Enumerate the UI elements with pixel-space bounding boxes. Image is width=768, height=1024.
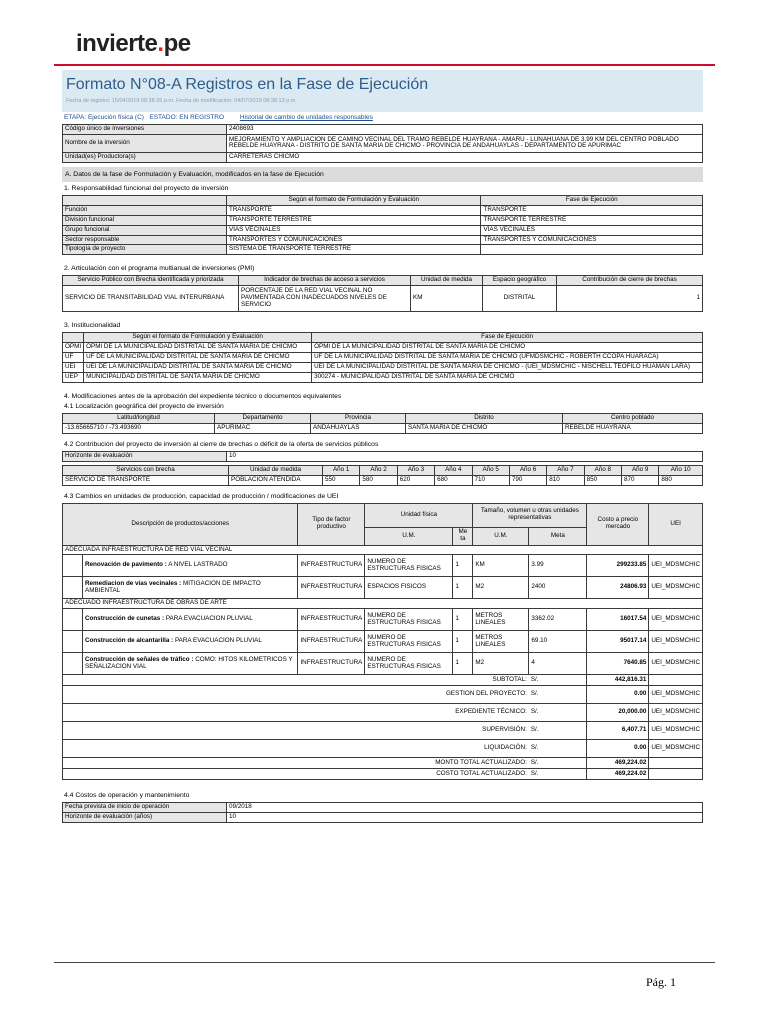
s42-cell: 680	[435, 475, 472, 485]
s2-title: 2. Articulación con el programa multianual de inversiones (PMI)	[64, 265, 255, 273]
s42-header: Año 9	[622, 465, 659, 475]
s43-total-row	[63, 686, 703, 704]
s43-table	[62, 503, 703, 781]
s43-total-value: 442,816.31	[587, 675, 649, 686]
s43-meta2: 3.99	[529, 555, 587, 577]
s3-header-ej: Fase de Ejecución	[312, 333, 703, 343]
s43-uei: UEI_MDSMCHIC	[649, 653, 703, 675]
s3-row	[63, 343, 703, 353]
s43-desc-type: Construcción de alcantarilla :	[85, 637, 174, 645]
s43-um: ESPACIOS FISICOS	[365, 577, 453, 599]
s3-key: UEP	[63, 372, 84, 382]
s41-table	[62, 413, 703, 434]
s44-value: 10	[227, 813, 703, 823]
estado-label: ESTADO:	[149, 114, 178, 121]
s43-tipo: INFRAESTRUCTURA	[298, 577, 365, 599]
s42-cell: SERVICIO DE TRANSPORTE	[63, 475, 229, 485]
s43-tipo: INFRAESTRUCTURA	[298, 653, 365, 675]
etapa-line	[62, 112, 703, 124]
s43-total-currency: S/.	[529, 704, 587, 722]
s43-group-name: ADECUADO INFRAESTRUCTURA DE OBRAS DE ARTE	[63, 599, 703, 609]
s42-cell: 810	[547, 475, 584, 485]
s3-fe-value: UEI DE LA MUNICIPALIDAD DISTRITAL DE SANTA MARIA DE CHICMO	[84, 363, 312, 373]
s41-provincia: ANDAHUAYLAS	[311, 423, 406, 433]
s43-costo: 95017.14	[587, 631, 649, 653]
s43-total-row	[63, 740, 703, 758]
s43-meta2: 2400	[529, 577, 587, 599]
s2-espacio: DISTRITAL	[483, 286, 557, 312]
s44-row	[63, 803, 703, 813]
s3-row	[63, 353, 703, 363]
s43-total-value: 6,407.71	[587, 722, 649, 740]
estado-value: EN REGISTRO	[179, 114, 225, 121]
s43-uei: UEI_MDSMCHIC	[649, 555, 703, 577]
s4-title: 4. Modificaciones antes de la aprobación del expediente técnico o documentos equivalentes	[64, 392, 342, 400]
s2-h1: Indicador de brechas de acceso a servicios	[239, 276, 411, 286]
s3-fe-value: MUNICIPALIDAD DISTRITAL DE SANTA MARIA DE CHICMO	[84, 372, 312, 382]
s43-product-row	[63, 577, 703, 599]
s43-total-currency: S/.	[529, 758, 587, 769]
s42-header: Año 5	[472, 465, 509, 475]
s43-h-fisica: Unidad física	[365, 503, 473, 527]
s43-desc-type: Renovación de pavimento :	[85, 561, 167, 569]
s43-desc-type: Construcción de cunetas :	[85, 615, 165, 623]
page-number: Pág. 1	[646, 975, 676, 989]
s2-indicador: PORCENTAJE DE LA RED VIAL VECINAL NO PAVIMENTADA CON INADECUADOS NIVELES DE SERVICIO	[239, 286, 411, 312]
s43-h-meta2: Meta	[529, 527, 587, 545]
s43-total-uei: UEI_MDSMCHIC	[649, 704, 703, 722]
s1-key: División funcional	[63, 215, 227, 225]
s1-header-ej: Fase de Ejecución	[481, 195, 703, 205]
s43-total-currency: S/.	[529, 722, 587, 740]
header-rule	[54, 64, 715, 66]
footer-rule	[54, 962, 715, 963]
s43-total-label: GESTION DEL PROYECTO:	[63, 686, 529, 704]
s41-h2: Provincia	[311, 413, 406, 423]
s43-tipo: INFRAESTRUCTURA	[298, 555, 365, 577]
s41-departamento: APURIMAC	[215, 423, 311, 433]
s43-um2: METROS LINEALES	[473, 631, 529, 653]
s41-h1: Departamento	[215, 413, 311, 423]
s43-h-costo: Costo a precio mercado	[587, 503, 649, 545]
s43-uei: UEI_MDSMCHIC	[649, 577, 703, 599]
s1-ej-value	[481, 245, 703, 255]
s42-cell: 880	[659, 475, 703, 485]
s42-header: Año 7	[547, 465, 584, 475]
s3-title: 3. Institucionalidad	[64, 322, 121, 330]
codigo-value: 2408693	[227, 125, 703, 135]
etapa-value: Ejecución física (C)	[87, 114, 144, 121]
s3-row	[63, 372, 703, 382]
s43-product-row	[63, 653, 703, 675]
unidad-value: CARRETERAS CHICMO	[227, 152, 703, 162]
invierte-logo: invierte.pe	[76, 30, 191, 57]
s43-total-label: SUBTOTAL:	[63, 675, 529, 686]
s43-group-row	[63, 545, 703, 555]
title-box	[62, 70, 703, 112]
s1-key: Grupo funcional	[63, 225, 227, 235]
s43-total-row	[63, 769, 703, 780]
s43-desc-detail: PARA EVACUACION PLUVIAL	[174, 637, 262, 645]
s1-row	[63, 215, 703, 225]
s43-product-row	[63, 631, 703, 653]
s43-h-tamano: Tamaño, volumen u otras unidades representativas	[473, 503, 587, 527]
s43-meta: 1	[453, 609, 473, 631]
s43-costo: 24806.93	[587, 577, 649, 599]
s2-contribucion: 1	[557, 286, 703, 312]
s43-meta: 1	[453, 555, 473, 577]
s42-header: Año 2	[360, 465, 397, 475]
s43-meta: 1	[453, 577, 473, 599]
s43-total-value: 0.00	[587, 686, 649, 704]
s1-fe-value: TRANSPORTES Y COMUNICACIONES	[227, 235, 481, 245]
s43-total-currency: S/.	[529, 686, 587, 704]
s42-header: Año 1	[323, 465, 360, 475]
s2-table	[62, 275, 703, 312]
s43-desc	[83, 555, 298, 577]
s44-value: 09/2018	[227, 803, 703, 813]
s43-total-currency: S/.	[529, 769, 587, 780]
s43-product-row	[63, 555, 703, 577]
s1-key: Tipología de proyecto	[63, 245, 227, 255]
s42-header: Año 6	[509, 465, 546, 475]
s1-row	[63, 225, 703, 235]
record-dates: Fecha de registro: 15/04/2019 08:38:26 p.m. Fecha de modificación: 04/07/2019 08:38:13 p.m.	[66, 98, 297, 104]
s2-h4: Contribución de cierre de brechas	[557, 276, 703, 286]
s44-title: 4.4 Costos de operación y mantenimiento	[64, 792, 190, 800]
s43-total-uei	[649, 758, 703, 769]
s2-h2: Unidad de medida	[411, 276, 483, 286]
s3-ej-value: UEI DE LA MUNICIPALIDAD DISTRITAL DE SANTA MARIA DE CHICMO - (UEI_MDSMCHIC - NISCHELL TEOFILO HUAMAN LARA)	[312, 363, 703, 373]
codigo-label: Código único de inversiones	[63, 125, 227, 135]
s43-desc-type: Construcción de señales de tráfico :	[85, 655, 194, 663]
s43-tipo: INFRAESTRUCTURA	[298, 609, 365, 631]
s43-desc-detail: COMO: HITOS KILOMETRICOS Y SEÑALIZACION VIAL	[85, 655, 293, 670]
s42-horizonte-value: 10	[227, 451, 703, 461]
s41-centro-poblado: REBELDE HUAYRANA	[563, 423, 703, 433]
s43-total-value: 469,224.02	[587, 769, 649, 780]
s43-total-label: SUPERVISIÓN:	[63, 722, 529, 740]
s42-cell: POBLACION ATENDIDA	[229, 475, 323, 485]
s42-cell: 850	[584, 475, 621, 485]
section-a-title: A. Datos de la fase de Formulación y Evaluación, modificados en la fase de Ejecución	[62, 167, 703, 182]
historial-link[interactable]: Historial de cambio de unidades responsables	[239, 114, 373, 121]
s1-header-fe: Según el formato de Formulación y Evaluación	[227, 195, 481, 205]
s41-title: 4.1 Localización geográfica del proyecto de inversión	[64, 402, 224, 410]
s43-meta2: 3362.02	[529, 609, 587, 631]
s44-key: Fecha prevista de inicio de operación	[63, 803, 227, 813]
unidad-label: Unidad(es) Productora(s)	[63, 152, 227, 162]
s43-total-label: MONTO TOTAL ACTUALIZADO:	[63, 758, 529, 769]
s3-key: UF	[63, 353, 84, 363]
s43-costo: 299233.85	[587, 555, 649, 577]
s43-total-row	[63, 704, 703, 722]
s42-horizonte-label: Horizonte de evaluación	[63, 451, 227, 461]
s1-row	[63, 245, 703, 255]
s43-uei: UEI_MDSMCHIC	[649, 609, 703, 631]
s43-total-value: 469,224.02	[587, 758, 649, 769]
s43-desc-type: Remediacion de vias vecinales :	[85, 580, 182, 588]
s43-um2: METROS LINEALES	[473, 609, 529, 631]
s43-meta2: 69.10	[529, 631, 587, 653]
s42-header: Año 8	[584, 465, 621, 475]
s43-total-currency: S/.	[529, 740, 587, 758]
info-table	[62, 124, 703, 163]
s42-cell: 790	[509, 475, 546, 485]
s1-table	[62, 195, 703, 256]
s43-um2: M2	[473, 577, 529, 599]
s1-key: Función	[63, 205, 227, 215]
s43-um: NUMERO DE ESTRUCTURAS FISICAS	[365, 609, 453, 631]
s42-cell: 550	[323, 475, 360, 485]
s43-group-name: ADECUADA INFRAESTRUCTURA DE RED VIAL VECINAL	[63, 545, 703, 555]
s42-cell: 710	[472, 475, 509, 485]
s42-title: 4.2 Contribución del proyecto de inversión al cierre de brechas o déficit de la oferta de servicios públicos	[64, 440, 379, 448]
s42-cell: 620	[397, 475, 434, 485]
s43-costo: 7640.85	[587, 653, 649, 675]
s43-group-row	[63, 599, 703, 609]
s43-desc-detail: PARA EVACUACION PLUVIAL	[165, 615, 253, 623]
s44-row	[63, 813, 703, 823]
s43-total-uei: UEI_MDSMCHIC	[649, 740, 703, 758]
s43-desc	[83, 653, 298, 675]
s43-total-label: EXPEDIENTE TÉCNICO:	[63, 704, 529, 722]
s43-h-uei: UEI	[649, 503, 703, 545]
s43-h-um2: U.M.	[473, 527, 529, 545]
s41-h4: Centro poblado	[563, 413, 703, 423]
s3-fe-value: OPMI DE LA MUNICIPALIDAD DISTRITAL DE SANTA MARIA DE CHICMO	[84, 343, 312, 353]
s42-table	[62, 465, 703, 486]
s43-desc-detail: A NIVEL LASTRADO	[168, 561, 228, 569]
s1-ej-value: TRANSPORTE	[481, 205, 703, 215]
s43-desc	[83, 577, 298, 599]
s42-header: Año 10	[659, 465, 703, 475]
s43-total-label: COSTO TOTAL ACTUALIZADO:	[63, 769, 529, 780]
s43-um: NUMERO DE ESTRUCTURAS FISICAS	[365, 631, 453, 653]
s43-total-row	[63, 722, 703, 740]
s42-horizonte-table	[62, 451, 703, 462]
s43-meta2: 4	[529, 653, 587, 675]
s43-title: 4.3 Cambios en unidades de producción, capacidad de producción / modificaciones de UEI	[64, 492, 339, 500]
s43-h-meta: Me ta	[453, 527, 473, 545]
s2-h0: Servicio Público con Brecha identificada y priorizada	[63, 276, 239, 286]
s3-fe-value: UF DE LA MUNICIPALIDAD DISTRITAL DE SANTA MARIA DE CHICMO	[84, 353, 312, 363]
s43-total-label: LIQUIDACIÓN:	[63, 740, 529, 758]
s1-fe-value: SISTEMA DE TRANSPORTE TERRESTRE	[227, 245, 481, 255]
s43-uei: UEI_MDSMCHIC	[649, 631, 703, 653]
s3-header-fe: Según el formato de Formulación y Evaluación	[84, 333, 312, 343]
s43-meta: 1	[453, 653, 473, 675]
s3-ej-value: UF DE LA MUNICIPALIDAD DISTRITAL DE SANTA MARIA DE CHICMO (UFMDSMCHIC - ROBERTH CCOPA HUARACA)	[312, 353, 703, 363]
s44-table	[62, 802, 703, 823]
s3-ej-value: 300274 - MUNICIPALIDAD DISTRITAL DE SANTA MARIA DE CHICMO	[312, 372, 703, 382]
s1-fe-value: TRANSPORTE	[227, 205, 481, 215]
s43-um: NUMERO DE ESTRUCTURAS FISICAS	[365, 653, 453, 675]
s3-table	[62, 332, 703, 383]
s43-h-desc: Descripción de productos/acciones	[63, 503, 298, 545]
s1-fe-value: VÍAS VECINALES	[227, 225, 481, 235]
s43-um2: M2	[473, 653, 529, 675]
etapa-label: ETAPA:	[64, 114, 87, 121]
s42-cell: 580	[360, 475, 397, 485]
s43-desc-detail: MITIGACION DE IMPACTO AMBIENTAL	[85, 580, 261, 594]
s3-key: OPMI	[63, 343, 84, 353]
s43-desc	[83, 631, 298, 653]
s2-servicio: SERVICIO DE TRANSITABILIDAD VIAL INTERURBANA	[63, 286, 239, 312]
s41-latlong: -13.65665710 / -73.493690	[63, 423, 215, 433]
s43-total-currency: S/.	[529, 675, 587, 686]
s1-key: Sector responsable	[63, 235, 227, 245]
s43-um: NUMERO DE ESTRUCTURAS FISICAS	[365, 555, 453, 577]
s3-row	[63, 363, 703, 373]
s43-costo: 16017.54	[587, 609, 649, 631]
s43-um2: KM	[473, 555, 529, 577]
s3-key: UEI	[63, 363, 84, 373]
s43-total-row	[63, 675, 703, 686]
s41-h0: Latitud/longitud	[63, 413, 215, 423]
s2-unidad: KM	[411, 286, 483, 312]
s43-total-uei: UEI_MDSMCHIC	[649, 686, 703, 704]
s43-meta: 1	[453, 631, 473, 653]
s43-total-uei: UEI_MDSMCHIC	[649, 722, 703, 740]
s41-distrito: SANTA MARIA DE CHICMO	[406, 423, 563, 433]
s42-header: Servicios con brecha	[63, 465, 229, 475]
s42-header: Año 3	[397, 465, 434, 475]
s43-total-value: 20,000.00	[587, 704, 649, 722]
s43-total-value: 0.00	[587, 740, 649, 758]
s43-h-um: U.M.	[365, 527, 453, 545]
s42-header: Unidad de medida	[229, 465, 323, 475]
s43-desc	[83, 609, 298, 631]
s3-ej-value: OPMI DE LA MUNICIPALIDAD DISTRITAL DE SANTA MARIA DE CHICMO	[312, 343, 703, 353]
s43-total-row	[63, 758, 703, 769]
s44-key: Horizonte de evaluación (años)	[63, 813, 227, 823]
s43-h-tipo: Tipo de factor productivo	[298, 503, 365, 545]
s42-header: Año 4	[435, 465, 472, 475]
s2-h3: Espacio geográfico	[483, 276, 557, 286]
nombre-value: MEJORAMIENTO Y AMPLIACION DE CAMINO VECINAL DEL TRAMO REBELDE HUAYRANA - AMARU - LUNAHUANA DE 3.99 KM DEL CENTRO POBLADO REBELDE HUAYRANA - DISTRITO DE SANTA MARIA DE CHICMO - PROVINCIA DE ANDAHUAYLAS - DEPARTAMENTO DE APURIMAC	[227, 134, 703, 152]
s1-fe-value: TRANSPORTE TERRESTRE	[227, 215, 481, 225]
s1-title: 1. Responsabilidad funcional del proyecto de inversión	[64, 184, 229, 192]
s1-ej-value: TRANSPORTES Y COMUNICACIONES	[481, 235, 703, 245]
s43-product-row	[63, 609, 703, 631]
s1-ej-value: TRANSPORTE TERRESTRE	[481, 215, 703, 225]
s1-row	[63, 235, 703, 245]
s42-cell: 870	[622, 475, 659, 485]
s43-tipo: INFRAESTRUCTURA	[298, 631, 365, 653]
page-title: Formato N°08-A Registros en la Fase de Ejecución	[66, 76, 429, 93]
s1-row	[63, 205, 703, 215]
s1-ej-value: VÍAS VECINALES	[481, 225, 703, 235]
s43-total-uei	[649, 675, 703, 686]
nombre-label: Nombre de la inversión	[63, 134, 227, 152]
s43-total-uei	[649, 769, 703, 780]
document-page	[62, 70, 703, 823]
s41-h3: Distrito	[406, 413, 563, 423]
